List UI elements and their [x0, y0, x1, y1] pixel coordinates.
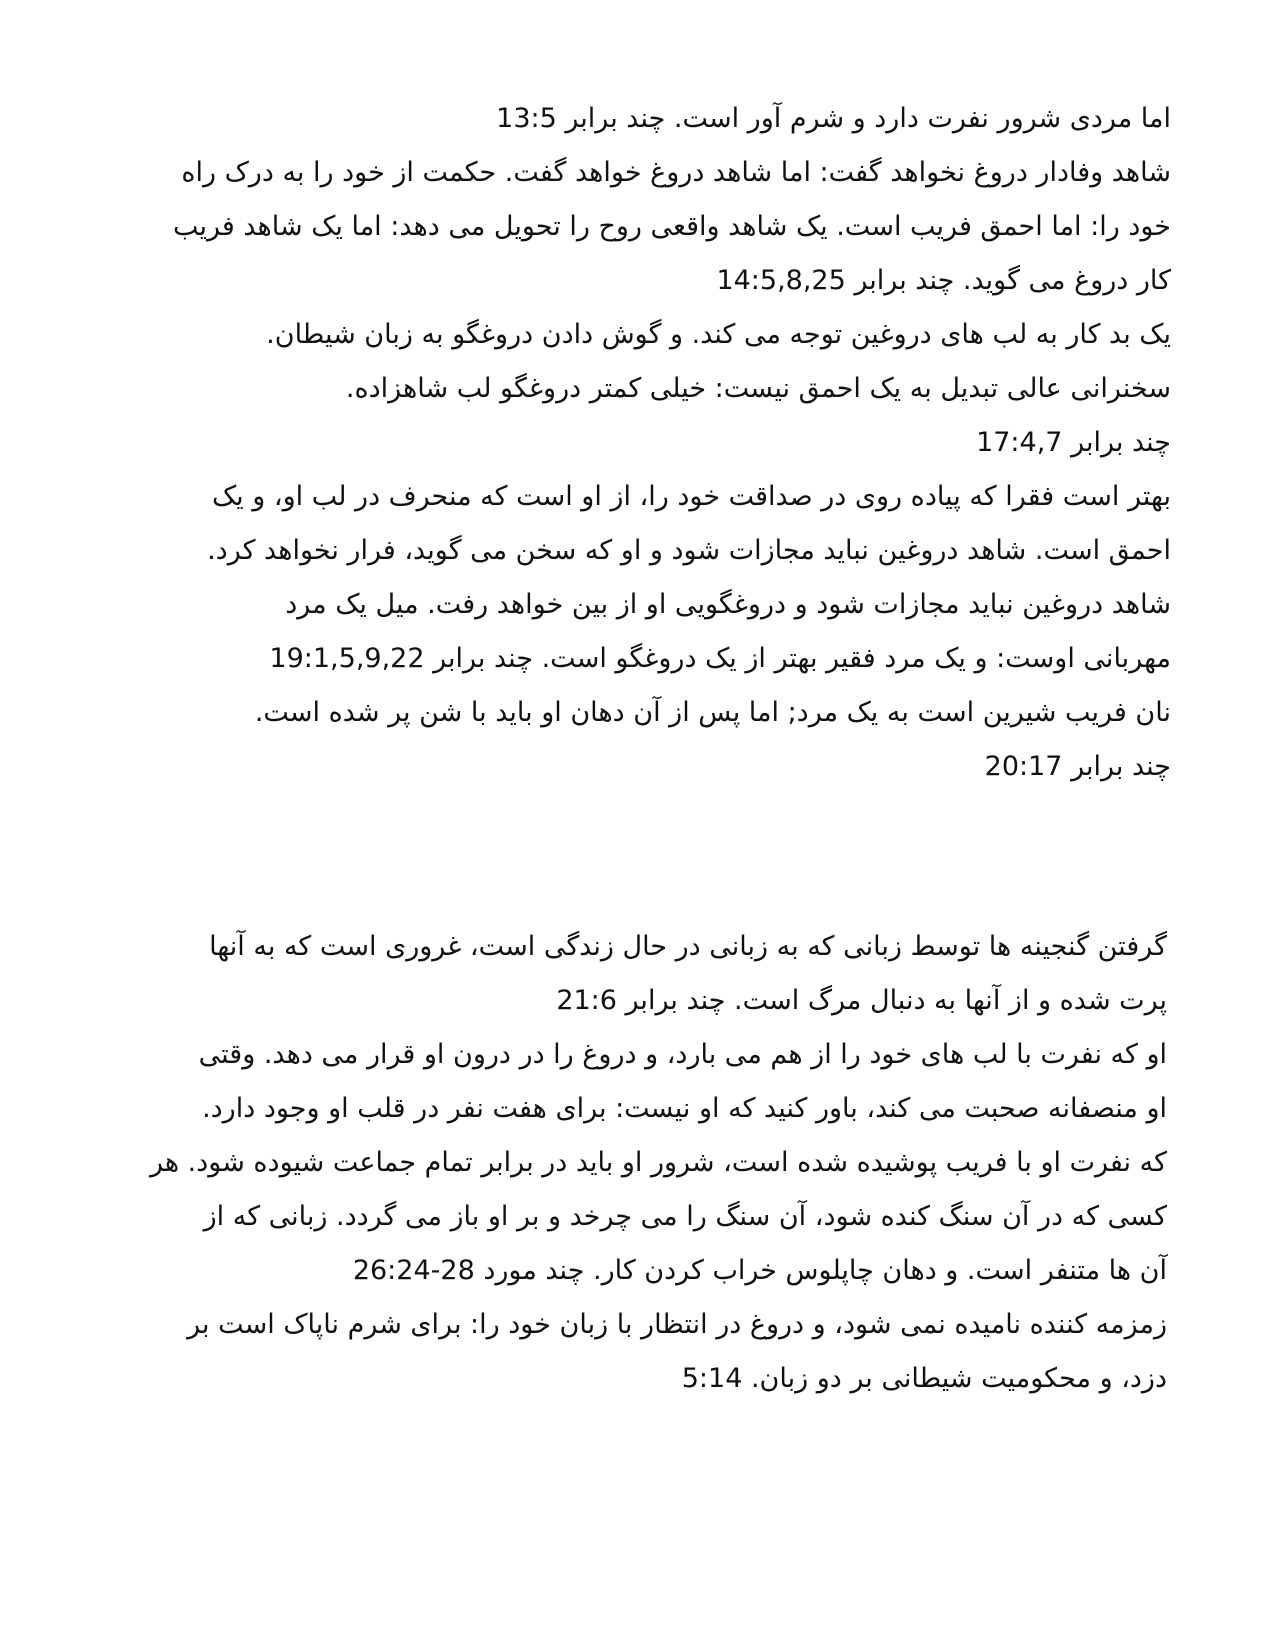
text-block-1 [81, 92, 1171, 794]
text-line: کسی که در آن سنگ کنده شود، آن سنگ را می چرخد و بر او باز می گردد. زبانی که از [203, 1201, 1167, 1232]
text-line: شاهد دروغین نباید مجازات شود و دروغگویی او از بین خواهد رفت. میل یک مرد [285, 589, 1171, 620]
text-line: گرفتن گنجینه ها توسط زبانی که به زبانی در حال زندگی است، غروری است که به آنها [209, 931, 1167, 962]
text-line: چند برابر 17:4,7 [976, 427, 1171, 458]
text-line: نان فریب شیرین است به یک مرد; اما پس از آن دهان او باید با شن پر شده است. [254, 697, 1171, 728]
text-line: پرت شده و از آنها به دنبال مرگ است. چند برابر 21:6 [556, 985, 1167, 1016]
text-line: دزد، و محکومیت شیطانی بر دو زبان. 5:14 [681, 1363, 1167, 1394]
text-line: مهربانی اوست: و یک مرد فقیر بهتر از یک دروغگو است. چند برابر 19:1,5,9,22 [269, 643, 1171, 674]
text-line: او منصفانه صحبت می کند، باور کنید که او نیست: برای هفت نفر در قلب او وجود دارد. [202, 1093, 1167, 1124]
text-line: خود را: اما احمق فریب است. یک شاهد واقعی روح را تحویل می دهد: اما یک شاهد فریب [172, 211, 1171, 242]
text-line: شاهد وفادار دروغ نخواهد گفت: اما شاهد دروغ خواهد گفت. حکمت از خود را به درک راه [181, 157, 1171, 188]
text-line: چند برابر 20:17 [984, 751, 1171, 782]
text-line: آن ها متنفر است. و دهان چاپلوس خراب کردن کار. چند مورد 28-26:24 [352, 1255, 1167, 1286]
text-line: او که نفرت با لب های خود را از هم می بارد، و دروغ را در درون او قرار می دهد. وقتی [198, 1039, 1167, 1070]
text-block-2 [77, 920, 1167, 1406]
text-line: سخنرانی عالی تبدیل به یک احمق نیست: خیلی کمتر دروغگو لب شاهزاده. [345, 373, 1171, 404]
text-line: اما مردی شرور نفرت دارد و شرم آور است. چند برابر 13:5 [496, 103, 1171, 134]
text-line: که نفرت او با فریب پوشیده شده است، شرور او باید در برابر تمام جماعت شیوده شود. هر [149, 1147, 1167, 1178]
text-line: کار دروغ می گوید. چند برابر 14:5,8,25 [716, 265, 1171, 296]
text-line: یک بد کار به لب های دروغین توجه می کند. و گوش دادن دروغگو به زبان شیطان. [266, 319, 1171, 350]
text-line: زمزمه کننده نامیده نمی شود، و دروغ در انتظار با زبان خود را: برای شرم ناپاک است بر [187, 1309, 1167, 1340]
text-line: بهتر است فقرا که پیاده روی در صداقت خود را، از او است که منحرف در لب او، و یک [211, 481, 1171, 512]
text-line: احمق است. شاهد دروغین نباید مجازات شود و او که سخن می گوید، فرار نخواهد کرد. [207, 535, 1171, 566]
